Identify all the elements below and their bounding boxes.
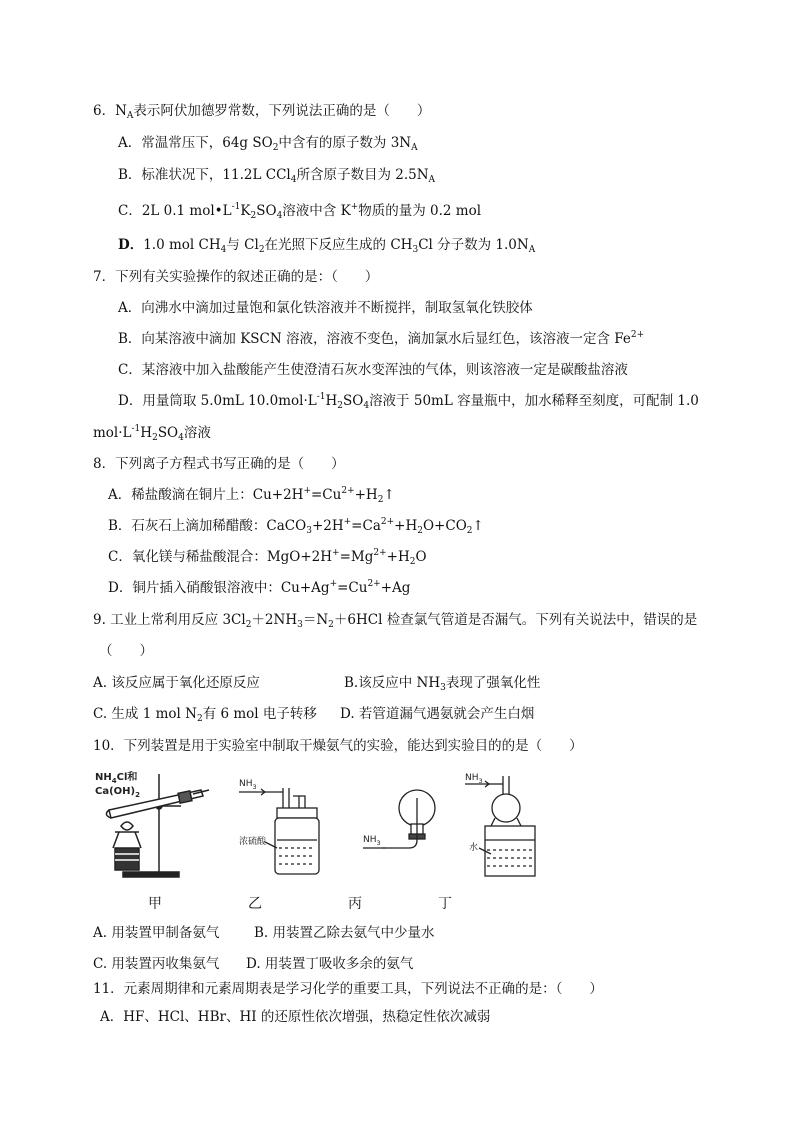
apparatus-label-ding: 丁 (438, 896, 452, 912)
question-10-option-b: B. 用装置乙除去氨气中少量水 (254, 925, 435, 941)
question-7-option-d-continued: $mol\cdot L^{-1}H_2SO_4$溶液 (93, 424, 211, 443)
question-9-option-d: D. 若管道漏气遇氨就会产生白烟 (340, 706, 535, 722)
question-11-option-a: A．HF、HCl、HBr、HI 的还原性依次增强，热稳定性依次减弱 (100, 1009, 491, 1025)
question-7-option-c: C．某溶液中加入盐酸能产生使澄清石灰水变浑浊的气体，则该溶液一定是碳酸盐溶液 (118, 362, 628, 378)
question-9-option-a: A. 该反应属于氧化还原反应 (93, 675, 260, 691)
question-8-option-c: C．氧化镁与稀盐酸混合：$MgO+2H^+=Mg^{2+}+H_2O$ (108, 548, 427, 567)
question-8-option-d: D．铜片插入硝酸银溶液中：$Cu+Ag^+=Cu^{2+}+Ag$ (108, 579, 411, 596)
question-7-option-d: D．用量筒取 5.0mL $10.0mol\cdot L^{-1}H_2SO_4$溶液于 50mL 容量瓶中，加水稀释至刻度，可配制 1.0 (118, 392, 699, 411)
reagent-label-1: $NH_4Cl$和 (95, 772, 138, 785)
apparatus-figure (93, 768, 553, 888)
acid-label: 浓硫酸 (239, 837, 267, 847)
question-8-stem: 8．下列离子方程式书写正确的是（ ） (93, 456, 345, 472)
water-label: 水 (469, 843, 479, 853)
reagent-label-2: $Ca(OH)_2$ (95, 786, 140, 799)
question-10-option-c: C. 用装置丙收集氨气 (93, 956, 220, 972)
apparatus-label-bing: 丙 (348, 896, 362, 912)
apparatus-jia (95, 770, 209, 877)
nh3-inlet-label-2: $NH_3$ (363, 835, 381, 847)
question-7-option-b: B．向某溶液中滴加 KSCN 溶液，溶液不变色，滴加氯水后显红色，该溶液一定含 $Fe^{2+}$ (118, 330, 645, 347)
nh3-inlet-label: $NH_3$ (239, 779, 257, 791)
question-6-option-d: D．1.0 mol $CH_4$与 $Cl_2$在光照下反应生成的 $CH_3Cl$ 分子数为 $1.0N_A$ (118, 237, 536, 255)
question-6-option-c: C．2L 0.1 $mol•L^{-1}K_2SO_4$溶液中含 K+物质的量为 0.2 mol (118, 202, 482, 221)
apparatus-yi (239, 779, 319, 874)
question-7-stem: 7．下列有关实验操作的叙述正确的是：（ ） (93, 269, 379, 285)
nh3-inlet-label-3: $NH_3$ (465, 773, 483, 785)
question-8-option-a: A．稀盐酸滴在铜片上：$Cu+2H^+=Cu^{2+}+H_2↑$ (108, 486, 395, 505)
question-10-option-d: D. 用装置丁吸收多余的氨气 (246, 956, 414, 972)
question-9-option-b: B.该反应中 $NH_3$表现了强氧化性 (344, 675, 541, 693)
question-6-option-b: B．标准状况下，11.2L CCl$_4$所含原子数目为 $2.5N_A$ (118, 167, 436, 185)
question-8-option-b: B．石灰石上滴加稀醋酸：$CaCO_3+2H^+=Ca^{2+}+H_2O+CO_2↑$ (108, 517, 484, 536)
question-10-stem: 10．下列装置是用于实验室中制取干燥氨气的实验，能达到实验目的的是（ ） (93, 738, 583, 754)
question-11-stem: 11．元素周期律和元素周期表是学习化学的重要工具，下列说法不正确的是：（ ） (93, 981, 603, 997)
question-9-answer-bracket: （ ） (99, 643, 153, 659)
question-10-option-a: A. 用装置甲制备氨气 (93, 925, 220, 941)
question-9-stem: 9. 工业上常利用反应 $3Cl_2+2NH_3=N_2+6HCl$ 检查氯气管道是否漏气。下列有关说法中，错误的是 (93, 612, 698, 630)
question-6-stem: 6．$N_A$表示阿伏加德罗常数，下列说法正确的是（ ） (93, 103, 431, 121)
apparatus-label-yi: 乙 (248, 896, 262, 912)
apparatus-bing (363, 790, 435, 848)
question-9-option-c: C. 生成 1 mol $N_2$有 6 mol 电子转移 (93, 706, 317, 724)
question-7-option-a: A．向沸水中滴加过量饱和氯化铁溶液并不断搅拌，制取氢氧化铁胶体 (118, 300, 533, 316)
question-6-option-a: A．常温常压下，64g $SO_2$中含有的原子数为 $3N_A$ (118, 135, 418, 153)
apparatus-ding (465, 773, 535, 876)
apparatus-label-jia: 甲 (148, 896, 162, 912)
